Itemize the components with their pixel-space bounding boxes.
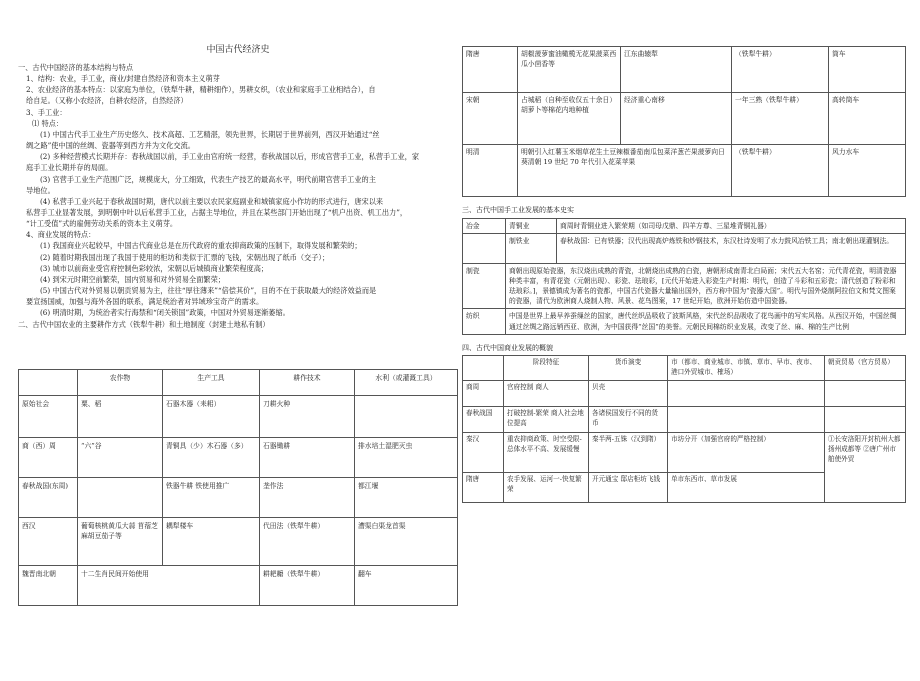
table-cell: 春秋战国 [463, 407, 504, 433]
table-row [19, 518, 458, 566]
right-column [462, 46, 906, 503]
table-cell: 垄作法 [260, 478, 355, 518]
table-cell: 制铁业 [506, 233, 557, 263]
section-4-title: 四、古代中国商业发展的概貌 [462, 343, 553, 352]
table-row [19, 566, 458, 606]
table-cell: 筒车 [829, 47, 906, 93]
table-row [463, 263, 906, 309]
left-column [18, 44, 458, 330]
agriculture-table [18, 369, 458, 606]
table-row [463, 381, 906, 407]
table-cell: 刀耕火种 [260, 396, 355, 438]
text-line: 绸之路”使中国的丝绸、瓷器等到西方并为文化交流。 [26, 141, 195, 151]
table-cell: （铁犁牛耕） [732, 145, 829, 197]
section-1-title: 一、古代中国经济的基本结构与特点 [18, 62, 134, 72]
table-header-cell: 耕作技术 [260, 370, 355, 396]
text-line: (6) 明清时期，为统治者实行海禁和“闭关锁国”政策，中国对外贸易逐渐萎缩。 [40, 308, 290, 318]
table-row [19, 396, 458, 438]
table-cell: 一年三熟（铁犁牛耕） [732, 93, 829, 145]
section-3-title: 三、古代中国手工业发展的基本史实 [462, 206, 574, 214]
table-header-cell: 农作物 [78, 370, 163, 396]
text-line: “计工受值”式的雇佣劳动关系的资本主义萌芽。 [26, 219, 178, 229]
table-cell: 各诸侯国发行不同的货币 [589, 407, 668, 433]
document-title: 中国古代经济史 [206, 45, 270, 55]
table-cell: 商周时青铜业进入繁荣期（如司母戊鼎、四羊方尊、三星堆青铜礼器） [557, 218, 906, 233]
text-line: 给自足。（又称小农经济，自耕农经济，自然经济） [26, 96, 188, 106]
table-cell: 隋唐 [463, 47, 518, 93]
table-cell: 春秋战国：已有铁器；汉代出现高炉炼铁和炒钢技术，东汉杜诗发明了水力鼓风冶铁工具；南北朝出现灌钢法。 [557, 233, 906, 263]
table-cell: 官府控制 商人 [504, 381, 589, 407]
table-row [463, 407, 906, 433]
table-cell: 青铜业 [506, 218, 557, 233]
table-cell: 宋朝 [463, 93, 518, 145]
table-cell: 代田法（铁犁牛耕） [260, 518, 355, 566]
table-cell: 铁器牛耕 铁使用推广 [163, 478, 260, 518]
table-header-cell: 货币演变 [589, 356, 668, 381]
table-cell: 秦汉 [463, 433, 504, 473]
table-cell: 耕耙耱（铁犁牛耕） [260, 566, 355, 606]
table-cell: 商（西）周 [19, 438, 78, 478]
table-cell: 都江堰 [355, 478, 458, 518]
table-row [463, 309, 906, 334]
commerce-table [462, 355, 906, 503]
text-line: 导地位。 [26, 185, 55, 195]
table-cell: 春秋战国(东周) [19, 478, 78, 518]
table-row [463, 218, 906, 233]
table-cell: 翻车 [355, 566, 458, 606]
table-cell: 原始社会 [19, 396, 78, 438]
table-cell [668, 407, 825, 433]
table-header-cell: 朝贡贸易（官方贸易） [825, 356, 906, 381]
table-cell [463, 233, 506, 263]
table-cell: 明朝引入红薯玉米烟草花生土豆辣椒番茄南瓜包菜洋葱芒果菠萝向日葵清朝 19 世纪 70 年代引入花菜苹果 [518, 145, 732, 197]
table-row [19, 478, 458, 518]
table-header-cell: 生产工具 [163, 370, 260, 396]
table-cell: 重农抑商政策、时空受限-总体水平不高、发展缓慢 [504, 433, 589, 473]
table-header-cell: 水利（或灌溉工具） [355, 370, 458, 396]
text-line: 4、商业发展的特点： [26, 230, 96, 240]
table-header-cell: 市（都市、商业城市、市镇、草市、早市、夜市、港口外贸城市、榷场） [668, 356, 825, 381]
table-cell: 西汉 [19, 518, 78, 566]
text-line: 要宣扬国威，加强与海外各国的联系，满足统治者对异域珍宝奇产的需求。 [26, 297, 264, 307]
text-line: (1) 我国商业兴起较早，中国古代商业总是在历代政府的重农抑商政策的压制下，取得发展和繁荣的； [40, 241, 362, 251]
table-cell: 耦犁楼车 [163, 518, 260, 566]
table-cell [825, 407, 906, 433]
table-cell: 商朝出现原始瓷器，东汉烧出成熟的青瓷，北朝烧出成熟的白瓷，唐朝形成南青北白局面；宋代五大名窑；元代青花瓷，明清瓷器种类丰富，有青花瓷（元朝出现）、彩瓷、珐琅彩，[元代开始进入彩瓷生产时期：明代，创造了斗彩和五彩瓷；清代创造了粉彩和珐琅彩。]，景德镇成为著名的瓷都，中国古代瓷器大量输出国外，西方称中国为“瓷器大国”。明代与国外烧制阿拉伯文和梵文图案的瓷器，清代为欧洲商人烧制人物、风景、花鸟图案，17 世纪开始，欧洲开始仿造中国瓷器。 [506, 263, 906, 309]
table-cell: 风力水车 [829, 145, 906, 197]
agriculture-table-continued [462, 46, 906, 197]
table-cell [355, 396, 458, 438]
table-header-cell [19, 370, 78, 396]
table-cell: 秦半两-五铢（汉到隋） [589, 433, 668, 473]
table-cell: 青铜具（少）木石器（多） [163, 438, 260, 478]
table-cell: 纺织 [463, 309, 506, 334]
text-line: (3) 城市以前商业受官府控制色彩较浓，宋朝以后城镇商业繁荣程度高； [40, 263, 269, 273]
table-row [463, 47, 906, 93]
text-line: 庭手工业长期并存的局面。 [26, 163, 113, 173]
table-cell: 粟、稻 [78, 396, 163, 438]
table-cell: 商周 [463, 381, 504, 407]
table-cell: 隋唐 [463, 473, 504, 503]
section-2-title: 二、古代中国农业的主要耕作方式（铁犁牛耕）和土地制度（封建土地私有制） [18, 319, 270, 329]
text-line: (4) 私营手工业兴起于春秋战国时期，唐代以前主要以农民家庭副业和城镇家庭小作坊的形式进行，唐宋以来 [40, 196, 384, 206]
table-cell [78, 478, 163, 518]
table-cell: 高转筒车 [829, 93, 906, 145]
text-line: (5) 中国古代对外贸易以朝贡贸易为主，往往“厚往薄来”“倍偿其价”，目的不在于获取最大的经济效益而是 [40, 286, 377, 296]
table-cell: 漕渠白渠龙首渠 [355, 518, 458, 566]
table-cell: 石器锄耕 [260, 438, 355, 478]
table-cell: 打破控制-繁荣 商人社会地位提高 [504, 407, 589, 433]
table-cell: 占城稻（自种至收仅五十余日）胡萝卜等棉花内地种植 [518, 93, 621, 145]
table-row [463, 93, 906, 145]
table-cell: 制瓷 [463, 263, 506, 309]
table-cell: 魏晋南北朝 [19, 566, 78, 606]
handicraft-table [462, 218, 906, 335]
table-row [19, 438, 458, 478]
text-line: (1) 中国古代手工业生产历史悠久、技术高超、工艺精湛，领先世界，长期居于世界前列，西汉开始通过“丝 [40, 129, 380, 139]
text-line: 2、农业经济的基本特点：以家庭为单位，（铁犁牛耕，精耕细作），男耕女织，（农业和家庭手工业相结合），自 [26, 85, 376, 95]
table-cell: 排水培土湿肥灭虫 [355, 438, 458, 478]
table-cell: ①长安洛阳开封杭州大都扬州成都等 ②唐广州市舶使外贸 [825, 433, 906, 503]
text-line: 3、手工业： [26, 107, 67, 117]
table-cell: 中国是世界上最早养蚕缫丝的国家，唐代丝织品吸收了波斯风格，宋代丝织品吸收了花鸟画中的写实风格。从西汉开始，中国丝绸通过丝绸之路远销西亚、欧洲，为中国获得“丝国”的美誉。元朝民间棉纺织业发展，改变了丝、麻、棉的生产比例 [506, 309, 906, 334]
table-cell: 单市东西市、草市发展 [668, 473, 825, 503]
text-line: (2) 多种经营模式长期并存：春秋战国以前，手工业由官府统一经营，春秋战国以后，形成官营手工业，私营手工业，家 [40, 152, 420, 162]
text-line: (3) 官营手工业生产范围广泛，规模庞大，分工细致，代表生产技艺的最高水平，明代前期官营手工业的主 [40, 174, 376, 184]
table-row [463, 356, 906, 381]
table-cell: 冶金 [463, 218, 506, 233]
table-cell: 贝壳 [589, 381, 668, 407]
table-cell: （铁犁牛耕） [732, 47, 829, 93]
text-line: (2) 随着时期我国出现了我国于使用的柜坊和类似于汇票的飞钱，宋朝出现了纸币（交子）； [40, 252, 330, 262]
table-cell: 十二生肖民间开始使用 [78, 566, 260, 606]
table-row [463, 233, 906, 263]
table-cell: 葡萄核桃黄瓜大蒜 苜蓿芝麻胡豆茄子等 [78, 518, 163, 566]
text-line: 1、结构：农业，手工业，商业/封建自然经济和资本主义萌芽 [26, 74, 220, 84]
table-cell: 江东曲辕犁 [621, 47, 732, 93]
table-cell: 石器木器（耒耜） [163, 396, 260, 438]
table-cell: 明清 [463, 145, 518, 197]
table-cell: 开元通宝 邸店柜坊飞钱 [589, 473, 668, 503]
table-cell: 农手发展、运河一-快复繁荣 [504, 473, 589, 503]
table-header-cell [463, 356, 504, 381]
table-row [463, 145, 906, 197]
table-cell: 经济重心南移 [621, 93, 732, 145]
text-line: ⑴ 特点： [32, 118, 64, 128]
text-line: (4) 到宋元时期空前繁荣，国内贸易和对外贸易全面繁荣； [40, 274, 225, 284]
table-header-cell: 阶段特征 [504, 356, 589, 381]
table-cell: “六”谷 [78, 438, 163, 478]
text-line: 私营手工业显著发展，到明朝中叶以后私营手工业，占据主导地位，并且在某些部门开始出现了“机户出资、机工出力”， [26, 207, 408, 217]
table-row [463, 433, 906, 473]
table-cell [825, 381, 906, 407]
table-cell: 市坊分开（加强官府的严格控制） [668, 433, 825, 473]
table-cell: 胡椒菠萝蜜油橄榄无花果菠菜西瓜小茴香等 [518, 47, 621, 93]
table-cell [668, 381, 825, 407]
